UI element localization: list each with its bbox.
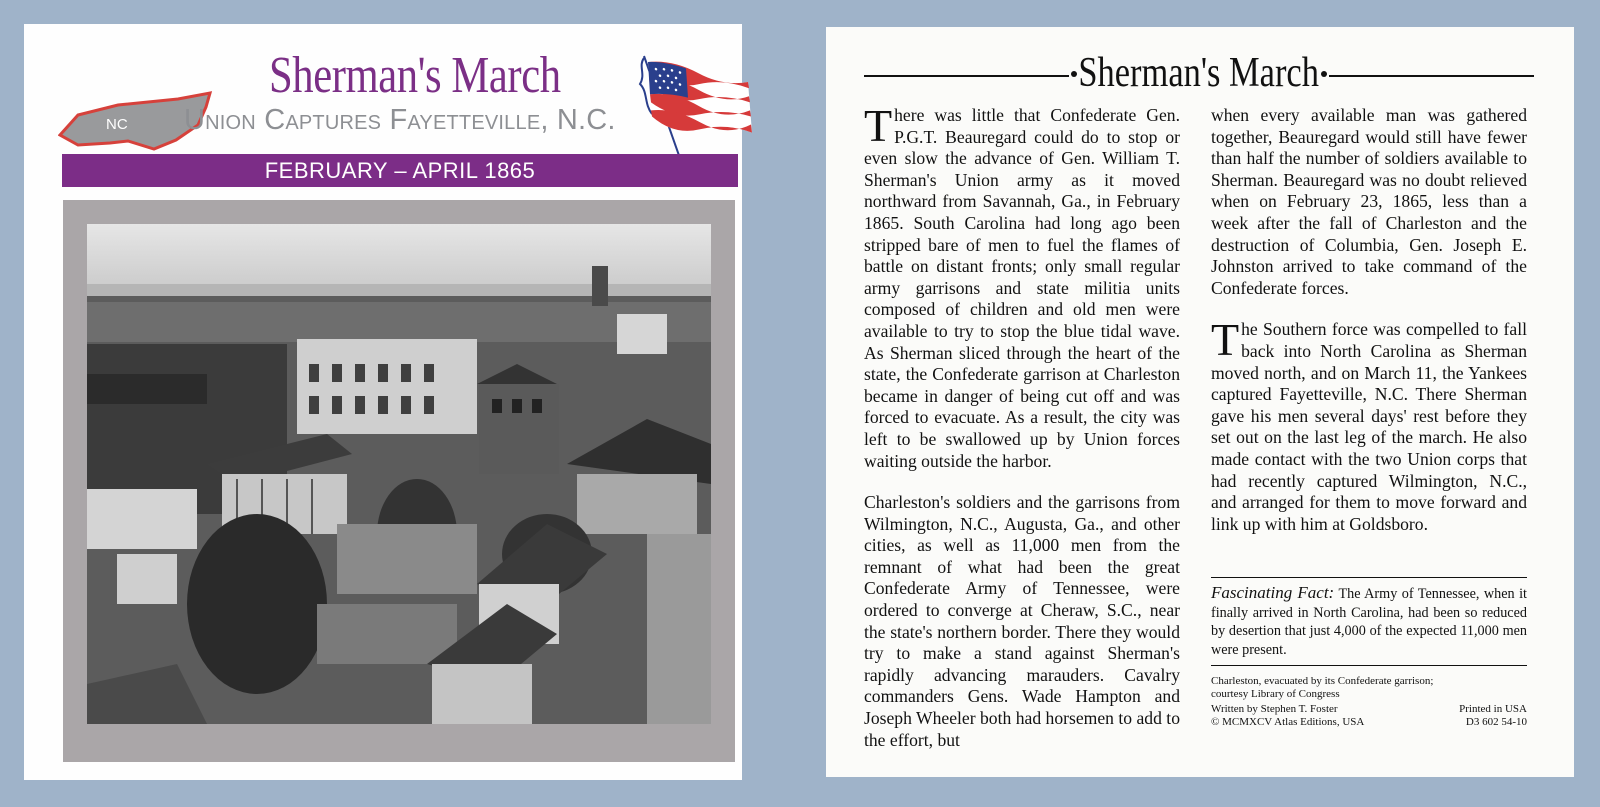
- product-code: D3 602 54-10: [1465, 716, 1527, 728]
- printed-in: Printed in USA: [1459, 703, 1527, 715]
- photo-frame: [63, 200, 735, 762]
- text-column-right: [1211, 105, 1527, 555]
- us-flag-icon: [636, 52, 766, 170]
- fact-label: Fascinating Fact:: [1211, 583, 1335, 602]
- front-title: Sherman's March: [269, 47, 561, 104]
- photo-credit: Charleston, evacuated by its Confederate garrison; courtesy Library of Congress: [1211, 675, 1434, 700]
- front-subtitle: Union Captures Fayetteville, N.C.: [184, 104, 616, 136]
- back-title: Sherman's March: [1078, 50, 1320, 96]
- fascinating-fact-box: [1211, 577, 1527, 666]
- back-header: [864, 49, 1534, 99]
- front-card: [24, 24, 742, 780]
- paragraph-1: There was little that Confederate Gen. P.G.T. Beauregard could do to stop or even slow the advance of Gen. William T. Sherman's Union army as it moved northward from Savannah, Ga., in February 1865. South Carolina had long ago been stripped bare of men to fuel the flames of battle on distant fronts; only small regular army garrisons and state militia units composed of children and old men were available to try to stop the blue tidal wave. As Sherman sliced through the heart of the state, the Confederate garrison at Charleston became in danger of being cut off and was forced to evacuate. As a result, the city was left to be swallowed up by Union forces waiting outside the harbor.: [864, 100, 1180, 471]
- text-column-left: [864, 100, 1180, 771]
- paragraph-3: when every available man was gathered together, Beauregard would still have fewer than half the number of soldiers available to Sherman. Beauregard was no doubt relieved when on February 23, 1865, less than a week after the fall of Charleston and the destruction of Columbia, Gen. Joseph E. Johnston arrived to take command of the Confederate forces.: [1211, 105, 1527, 298]
- credits: [1211, 675, 1527, 729]
- fact-text: The Army of Tennessee, when it finally arrived in North Carolina, had been so reduced by desertion that just 4,000 of the expected 11,000 men were present.: [1211, 586, 1527, 658]
- paragraph-4: The Southern force was compelled to fall back into North Carolina as Sherman moved north, and on March 11, the Yankees captured Fayetteville, N.C. There Sherman gave his men several days' rest before they set out on the last leg of the march. He also made contact with the two Union corps that had recently captured Wilmington, N.C., and arranged for them to move forward and link up with him at Goldsboro.: [1211, 314, 1527, 534]
- paragraph-2: Charleston's soldiers and the garrisons from Wilmington, N.C., Augusta, Ga., and other cities, as well as 11,000 men from the remnant of what had been the great Confederate Army of Tennessee, were ordered to converge at Cheraw, S.C., near the state's northern border. There they would try to make a stand against Sherman's rapidly advancing marauders. Cavalry commanders Gens. Wade Hampton and Joseph Wheeler both had horsemen to add to the effort, but: [864, 492, 1180, 750]
- historic-photo: [87, 224, 711, 724]
- copyright: © MCMXCV Atlas Editions, USA: [1211, 716, 1365, 728]
- back-card: [826, 27, 1574, 777]
- state-label: NC: [106, 116, 128, 133]
- date-band: FEBRUARY – APRIL 1865: [62, 154, 738, 187]
- author-credit: Written by Stephen T. Foster: [1211, 703, 1338, 715]
- charleston-photo-illustration: [87, 224, 711, 724]
